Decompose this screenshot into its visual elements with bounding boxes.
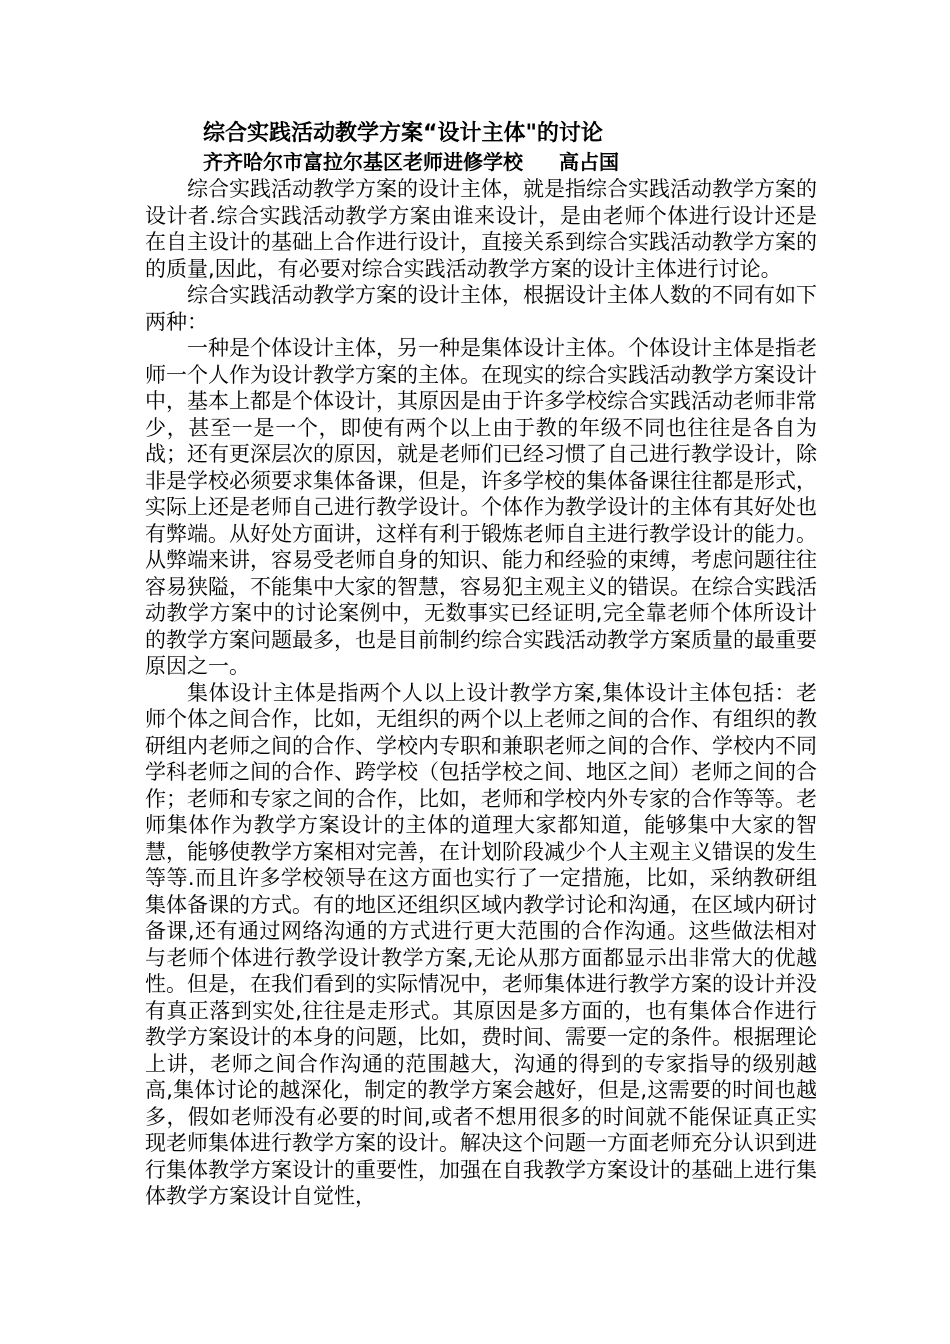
document-body [145,176,817,1210]
paragraph: 集体设计主体是指两个人以上设计教学方案,集体设计主体包括：老师个体之间合作，比如，无组织的两个以上老师之间的合作、有组织的教研组内老师之间的合作、学校内专职和兼职老师之间的合作、学校内不同学科老师之间的合作、跨学校（包括学校之间、地区之间）老师之间的合作；老师和专家之间的合作，比如，老师和学校内外专家的合作等等。老师集体作为教学方案设计的主体的道理大家都知道，能够集中大家的智慧，能够使教学方案相对完善，在计划阶段减少个人主观主义错误的发生等等.而且许多学校领导在这方面也实行了一定措施，比如，采纳教研组集体备课的方式。有的地区还组织区域内教学讨论和沟通，在区域内研讨备课,还有通过网络沟通的方式进行更大范围的合作沟通。这些做法相对与老师个体进行教学设计教学方案,无论从那方面都显示出非常大的优越性。但是，在我们看到的实际情况中，老师集体进行教学方案的设计并没有真正落到实处,往往是走形式。其原因是多方面的，也有集体合作进行教学方案设计的本身的问题，比如，费时间、需要一定的条件。根据理论上讲，老师之间合作沟通的范围越大，沟通的得到的专家指导的级别越高,集体讨论的越深化，制定的教学方案会越好，但是,这需要的时间也越多，假如老师没有必要的时间,或者不想用很多的时间就不能保证真正实现老师集体进行教学方案的设计。解决这个问题一方面老师充分认识到进行集体教学方案设计的重要性，加强在自我教学方案设计的基础上进行集体教学方案设计自觉性， [145,680,817,1208]
byline [203,149,619,175]
author-affiliation: 齐齐哈尔市富拉尔基区老师进修学校 [203,150,523,174]
document-title: 综合实践活动教学方案“设计主体"的讨论 [203,121,603,146]
paragraph: 综合实践活动教学方案的设计主体，就是指综合实践活动教学方案的设计者.综合实践活动教学方案由谁来设计，是由老师个体进行设计还是在自主设计的基础上合作进行设计，直接关系到综合实践活动教学方案的的质量,因此，有必要对综合实践活动教学方案的设计主体进行讨论。 [145,177,817,281]
author-name: 高占国 [559,150,619,174]
paragraph: 综合实践活动教学方案的设计主体，根据设计主体人数的不同有如下两种： [145,283,817,334]
paragraph: 一种是个体设计主体，另一种是集体设计主体。个体设计主体是指老师一个人作为设计教学方案的主体。在现实的综合实践活动教学方案设计中，基本上都是个体设计，其原因是由于许多学校综合实践活动老师非常少，甚至一是一个，即使有两个以上由于教的年级不同也往往是各自为战；还有更深层次的原因，就是老师们已经习惯了自己进行教学设计，除非是学校必须要求集体备课，但是，许多学校的集体备课往往都是形式，实际上还是老师自己进行教学设计。个体作为教学设计的主体有其好处也有弊端。从好处方面讲，这样有利于锻炼老师自主进行教学设计的能力。从弊端来讲，容易受老师自身的知识、能力和经验的束缚，考虑问题往往容易狭隘，不能集中大家的智慧，容易犯主观主义的错误。在综合实践活动教学方案中的讨论案例中，无数事实已经证明,完全靠老师个体所设计的教学方案问题最多，也是目前制约综合实践活动教学方案质量的最重要原因之一。 [145,336,817,678]
